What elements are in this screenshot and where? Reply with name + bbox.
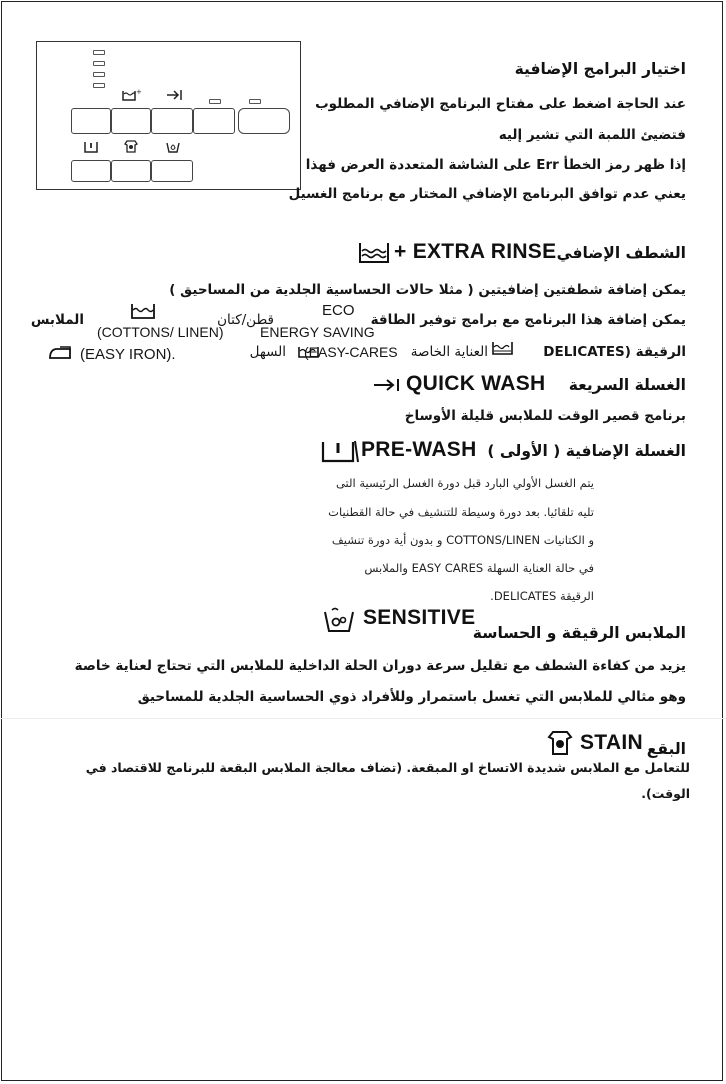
easy-cares-label: (EASY-CARES [304, 344, 398, 360]
stain-line: للتعامل مع الملابس شديدة الاتساخ او المبقعة. (تضاف معالجة الملابس البقعة للبرنامج للاقتصاد في [85, 760, 690, 775]
select-programs-line: عند الحاجة اضغط على مفتاح البرنامج الإضافي المطلوب [315, 96, 686, 112]
easy-label-ar: السهل [249, 344, 286, 360]
cotton-label-ar: قطن/كتان [217, 312, 274, 328]
extra-rinse-icon [121, 88, 141, 102]
panel-key [71, 160, 111, 182]
clothes-label-ar: الملابس [30, 312, 84, 328]
extra-rinse-title-ar: الشطف الإضافي [556, 244, 686, 262]
pre-wash-line: في حالة العناية السهلة EASY CARES والملابس [364, 561, 594, 575]
pre-wash-line: الرقيقة DELICATES. [490, 589, 594, 603]
easy-care-icon [297, 345, 321, 359]
control-panel-illustration [36, 41, 301, 190]
select-programs-line: فتضيئ اللمبة التي تشير إليه [498, 127, 686, 143]
indicator-led [93, 72, 105, 77]
special-care-label-ar: العناية الخاصة [410, 344, 488, 360]
sensitive-line: وهو مثالي للملابس التي تغسل باستمرار وللأفراد ذوي الحساسية الجلدية للمساحيق [137, 689, 686, 705]
pre-wash-title-en: PRE-WASH [361, 438, 477, 461]
indicator-led [209, 99, 221, 104]
quick-wash-title-ar: الغسلة السريعة [568, 376, 686, 394]
quick-wash-line: برنامج قصير الوقت للملابس قليلة الأوساخ [404, 408, 686, 424]
stain-title-ar: البقع [646, 740, 686, 758]
select-programs-title: اختيار البرامج الإضافية [514, 60, 686, 78]
easy-iron-label: (EASY IRON). [80, 346, 176, 363]
pre-wash-line: يتم الغسل الأولي البارد قبل دورة الغسل الرئيسية التى [335, 476, 594, 490]
svg-text:+: + [136, 88, 142, 96]
sensitive-title-en: SENSITIVE [363, 606, 476, 629]
panel-key [151, 160, 193, 182]
iron-icon [46, 345, 74, 361]
divider-line [0, 718, 726, 719]
sensitive-icon [322, 606, 356, 634]
sensitive-line: يزيد من كفاءة الشطف مع تقليل سرعة دوران الحلة الداخلية للملابس التي تحتاج لعناية خاصة [74, 658, 686, 674]
stain-line: الوقت). [641, 786, 690, 801]
eco-label: ECO [322, 302, 355, 319]
extra-rinse-title-en: + EXTRA RINSE [394, 240, 557, 263]
select-programs-line: إذا ظهر رمز الخطأ Err على الشاشة المتعددة العرض فهذا [305, 157, 686, 173]
panel-key [71, 108, 111, 134]
indicator-led [249, 99, 261, 104]
cotton-tub-icon [130, 302, 158, 320]
sensitive-title-ar: الملابس الرقيقة و الحساسة [472, 624, 686, 642]
extra-rinse-line: يمكن إضافة شطفتين إضافيتين ( مثلا حالات الحساسية الجلدية من المساحيق ) [169, 282, 686, 298]
delicates-icon [491, 340, 515, 356]
extra-rinse-line: يمكن إضافة هذا البرنامج مع برامج توفير الطاقة [370, 312, 686, 328]
indicator-led [93, 50, 105, 55]
pre-wash-line: و الكتانيات COTTONS/LINEN و بدون أية دورة تنشيف [331, 533, 594, 547]
quick-wash-icon [165, 88, 185, 102]
panel-key [111, 108, 151, 134]
cottons-linen-label: (COTTONS/ LINEN) [97, 324, 224, 340]
stain-title-en: STAIN [580, 731, 643, 754]
panel-key [193, 108, 235, 134]
stain-icon [546, 729, 574, 757]
pre-wash-title-ar: الغسلة الإضافية ( الأولى ) [487, 442, 686, 460]
quick-wash-icon [372, 377, 402, 393]
panel-key [111, 160, 151, 182]
energy-saving-label: ENERGY SAVING [260, 324, 375, 340]
quick-wash-title-en: QUICK WASH [406, 372, 546, 395]
sensitive-icon [165, 139, 181, 154]
indicator-led [93, 61, 105, 66]
extra-rinse-icon [358, 241, 392, 265]
pre-wash-icon [83, 140, 99, 154]
pre-wash-icon [320, 438, 360, 464]
panel-key [238, 108, 290, 134]
indicator-led [93, 83, 105, 88]
panel-key [151, 108, 193, 134]
pre-wash-line: تليه تلقائيا. بعد دورة وسيطة للتنشيف في حالة القطنيات [328, 505, 594, 519]
delicates-label-ar: الرقيقة (DELICATES [543, 344, 686, 360]
stain-icon [123, 139, 139, 154]
select-programs-line: يعني عدم توافق البرنامج الإضافي المختار مع برنامج الغسيل [288, 186, 686, 202]
